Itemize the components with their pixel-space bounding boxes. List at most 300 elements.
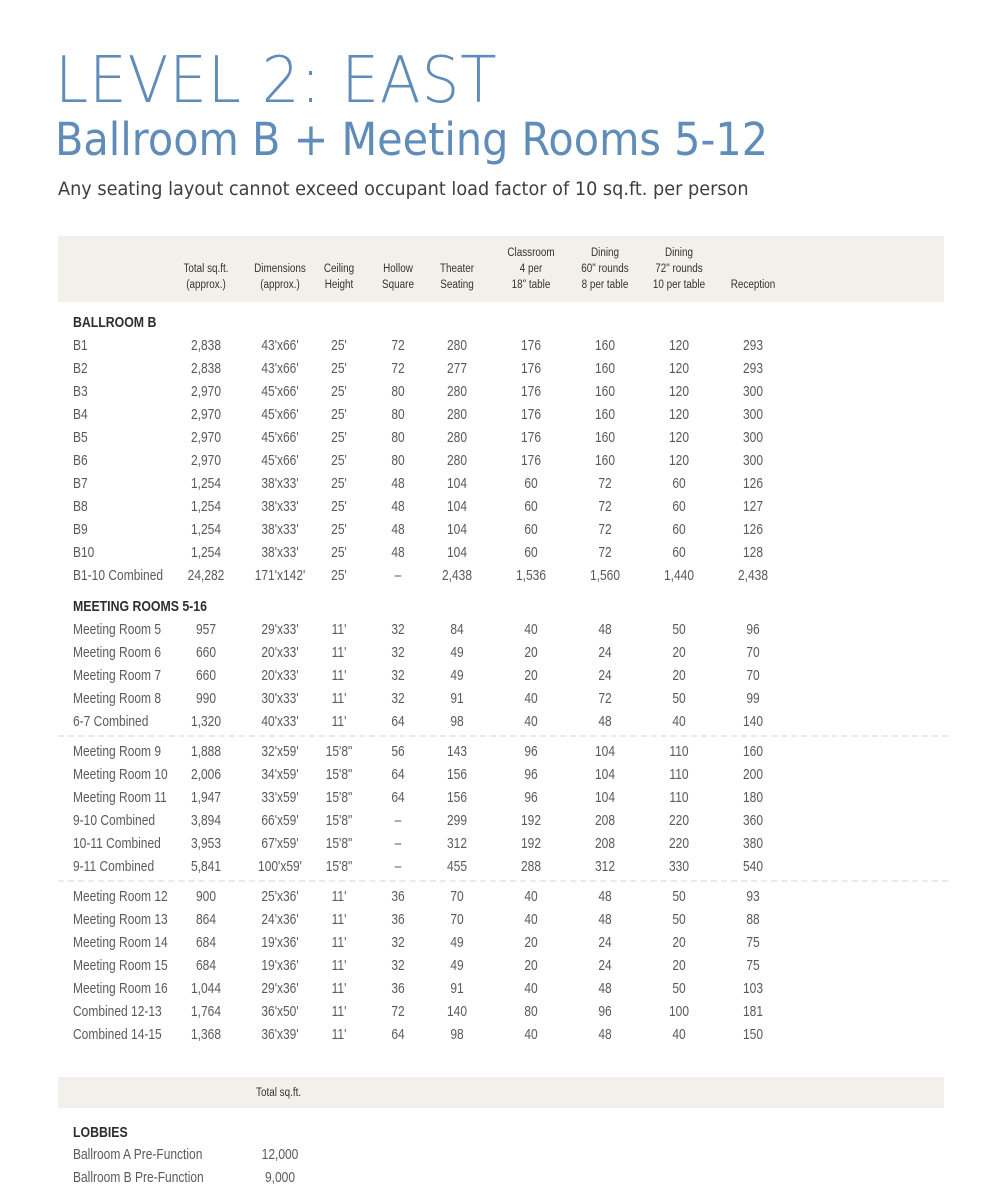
header-classroom [507, 245, 554, 293]
cell-lobby-sqft: 9,000 [264, 1169, 296, 1186]
cell-dimensions: 25'x36' [261, 888, 299, 905]
cell-theater: 280 [446, 429, 468, 446]
cell-hollow-square: 48 [391, 521, 405, 538]
table-row [0, 543, 1003, 566]
cell-hollow-square: 64 [391, 1026, 405, 1043]
cell-room-name: B1 [73, 337, 88, 354]
cell-dimensions: 43'x66' [261, 337, 299, 354]
cell-classroom: 96 [524, 766, 538, 783]
cell-room-name: Meeting Room 15 [73, 957, 168, 974]
cell-dimensions: 32'x59' [261, 743, 299, 760]
cell-classroom: 60 [524, 498, 538, 515]
cell-theater: 140 [446, 1003, 468, 1020]
table-row [0, 811, 1003, 834]
table-row [0, 382, 1003, 405]
section-meeting-rooms: MEETING ROOMS 5-16 [73, 598, 207, 615]
row-divider [58, 880, 948, 882]
cell-total-sqft: 1,254 [190, 521, 222, 538]
cell-reception: 70 [746, 644, 760, 661]
cell-dining-60: 160 [594, 429, 616, 446]
cell-ceiling-height: 25' [331, 383, 347, 400]
cell-total-sqft: 5,841 [190, 858, 222, 875]
cell-hollow-square: 80 [391, 406, 405, 423]
cell-classroom: 60 [524, 544, 538, 561]
cell-classroom: 40 [524, 911, 538, 928]
header-line: 10 per table [652, 279, 706, 291]
cell-reception: 293 [742, 360, 764, 377]
header-line: Seating [440, 279, 474, 291]
cell-reception: 160 [742, 743, 764, 760]
cell-dining-72: 40 [672, 713, 686, 730]
row-divider [58, 735, 948, 737]
cell-classroom: 176 [520, 452, 542, 469]
cell-classroom: 176 [520, 337, 542, 354]
cell-dining-72: 120 [668, 383, 690, 400]
cell-hollow-square: 32 [391, 934, 405, 951]
cell-hollow-square: 64 [391, 789, 405, 806]
table-row [0, 1025, 1003, 1048]
cell-classroom: 176 [520, 360, 542, 377]
cell-ceiling-height: 25' [331, 544, 347, 561]
cell-classroom: 40 [524, 713, 538, 730]
cell-ceiling-height: 25' [331, 452, 347, 469]
cell-theater: 84 [450, 621, 464, 638]
cell-dining-72: 60 [672, 475, 686, 492]
cell-hollow-square: 80 [391, 429, 405, 446]
cell-ceiling-height: 11' [331, 667, 347, 684]
cell-theater: 280 [446, 383, 468, 400]
cell-dimensions: 20'x33' [261, 644, 299, 661]
cell-dining-60: 104 [594, 743, 616, 760]
cell-room-name: 6-7 Combined [73, 713, 149, 730]
header-line: Total sq.ft. [183, 263, 229, 275]
cell-ceiling-height: 25' [331, 337, 347, 354]
cell-hollow-square: 56 [391, 743, 405, 760]
cell-dimensions: 45'x66' [261, 383, 299, 400]
cell-hollow-square: 48 [391, 498, 405, 515]
cell-room-name: Meeting Room 16 [73, 980, 168, 997]
cell-dimensions: 38'x33' [261, 475, 299, 492]
cell-reception: 126 [742, 475, 764, 492]
header-total-sqft [183, 261, 228, 293]
cell-dining-60: 160 [594, 383, 616, 400]
cell-total-sqft: 1,254 [190, 544, 222, 561]
cell-dining-60: 48 [598, 713, 612, 730]
cell-theater: 2,438 [441, 567, 473, 584]
cell-total-sqft: 1,254 [190, 475, 222, 492]
header-dining-60 [581, 245, 629, 293]
cell-room-name: Meeting Room 5 [73, 621, 162, 638]
cell-dining-72: 20 [672, 957, 686, 974]
cell-total-sqft: 864 [195, 911, 217, 928]
cell-dimensions: 36'x50' [261, 1003, 299, 1020]
cell-reception: 300 [742, 429, 764, 446]
cell-dimensions: 66'x59' [261, 812, 299, 829]
cell-classroom: 20 [524, 644, 538, 661]
cell-reception: 2,438 [737, 567, 769, 584]
cell-dining-72: 60 [672, 498, 686, 515]
lobby-header-band [58, 1077, 944, 1108]
cell-ceiling-height: 25' [331, 475, 347, 492]
table-row [0, 712, 1003, 735]
header-line: Theater [439, 263, 475, 275]
cell-total-sqft: 1,947 [190, 789, 222, 806]
cell-theater: 49 [450, 667, 464, 684]
cell-reception: 127 [742, 498, 764, 515]
occupancy-note: Any seating layout cannot exceed occupant load factor of 10 sq.ft. per person [58, 178, 749, 200]
cell-ceiling-height: 25' [331, 406, 347, 423]
cell-ceiling-height: 11' [331, 957, 347, 974]
cell-total-sqft: 2,970 [190, 452, 222, 469]
cell-dining-60: 312 [594, 858, 616, 875]
table-row [0, 742, 1003, 765]
cell-hollow-square: 64 [391, 713, 405, 730]
cell-ceiling-height: 15'8" [325, 789, 353, 806]
cell-lobby-sqft: 12,000 [261, 1146, 299, 1163]
cell-theater: 70 [450, 888, 464, 905]
header-line: 8 per table [581, 279, 629, 291]
cell-room-name: B2 [73, 360, 88, 377]
cell-dimensions: 29'x36' [261, 980, 299, 997]
cell-room-name: 9-10 Combined [73, 812, 156, 829]
cell-dining-72: 20 [672, 644, 686, 661]
cell-dimensions: 43'x66' [261, 360, 299, 377]
cell-reception: 200 [742, 766, 764, 783]
cell-dining-72: 220 [668, 835, 690, 852]
cell-dining-72: 50 [672, 888, 686, 905]
cell-lobby-name: Ballroom A Pre-Function [73, 1146, 203, 1163]
table-row [0, 834, 1003, 857]
header-line: (approx.) [260, 279, 300, 291]
cell-dining-72: 50 [672, 911, 686, 928]
cell-dimensions: 19'x36' [261, 957, 299, 974]
table-row [0, 910, 1003, 933]
cell-dining-72: 120 [668, 429, 690, 446]
cell-theater: 156 [446, 766, 468, 783]
header-line: Dining [590, 247, 620, 259]
header-line: Reception [730, 279, 776, 291]
cell-reception: 300 [742, 383, 764, 400]
cell-theater: 104 [446, 475, 468, 492]
cell-total-sqft: 900 [195, 888, 217, 905]
cell-classroom: 176 [520, 383, 542, 400]
cell-lobby-name: Ballroom B Pre-Function [73, 1169, 204, 1186]
cell-dining-60: 48 [598, 911, 612, 928]
cell-theater: 312 [446, 835, 468, 852]
cell-hollow-square: 36 [391, 980, 405, 997]
cell-dimensions: 34'x59' [261, 766, 299, 783]
cell-theater: 280 [446, 452, 468, 469]
cell-hollow-square: – [394, 567, 402, 584]
cell-reception: 300 [742, 452, 764, 469]
cell-ceiling-height: 15'8" [325, 858, 353, 875]
cell-room-name: Meeting Room 7 [73, 667, 162, 684]
table-row [0, 689, 1003, 712]
cell-dining-60: 24 [598, 644, 612, 661]
cell-classroom: 40 [524, 980, 538, 997]
cell-classroom: 288 [520, 858, 542, 875]
cell-room-name: B9 [73, 521, 88, 538]
cell-reception: 99 [746, 690, 760, 707]
cell-dining-72: 100 [668, 1003, 690, 1020]
cell-reception: 293 [742, 337, 764, 354]
cell-dining-72: 60 [672, 521, 686, 538]
cell-theater: 280 [446, 337, 468, 354]
cell-hollow-square: 32 [391, 667, 405, 684]
cell-ceiling-height: 11' [331, 1026, 347, 1043]
cell-classroom: 1,536 [515, 567, 547, 584]
cell-dining-72: 120 [668, 360, 690, 377]
cell-total-sqft: 1,368 [190, 1026, 222, 1043]
cell-dining-72: 50 [672, 690, 686, 707]
header-theater-seating [440, 261, 474, 293]
cell-reception: 93 [746, 888, 760, 905]
cell-ceiling-height: 15'8" [325, 835, 353, 852]
cell-classroom: 60 [524, 475, 538, 492]
cell-theater: 104 [446, 521, 468, 538]
table-row [0, 620, 1003, 643]
cell-total-sqft: 2,006 [190, 766, 222, 783]
cell-total-sqft: 3,953 [190, 835, 222, 852]
cell-room-name: B6 [73, 452, 88, 469]
cell-total-sqft: 2,970 [190, 383, 222, 400]
cell-classroom: 40 [524, 1026, 538, 1043]
cell-reception: 360 [742, 812, 764, 829]
cell-hollow-square: 72 [391, 360, 405, 377]
cell-classroom: 192 [520, 835, 542, 852]
cell-theater: 277 [446, 360, 468, 377]
cell-theater: 104 [446, 544, 468, 561]
cell-dining-60: 24 [598, 667, 612, 684]
cell-theater: 91 [450, 980, 464, 997]
header-line: 60" rounds [581, 263, 629, 275]
cell-hollow-square: 72 [391, 1003, 405, 1020]
cell-theater: 91 [450, 690, 464, 707]
cell-classroom: 192 [520, 812, 542, 829]
cell-theater: 143 [446, 743, 468, 760]
cell-dining-72: 1,440 [663, 567, 695, 584]
cell-dining-72: 110 [669, 743, 689, 760]
cell-reception: 140 [742, 713, 764, 730]
cell-room-name: B7 [73, 475, 88, 492]
cell-classroom: 20 [524, 667, 538, 684]
header-line: Dining [664, 247, 694, 259]
cell-hollow-square: – [394, 858, 402, 875]
cell-dimensions: 20'x33' [261, 667, 299, 684]
cell-classroom: 20 [524, 957, 538, 974]
cell-ceiling-height: 11' [331, 1003, 347, 1020]
cell-dining-60: 160 [594, 452, 616, 469]
cell-hollow-square: 80 [391, 452, 405, 469]
cell-room-name: B3 [73, 383, 88, 400]
cell-classroom: 60 [524, 521, 538, 538]
cell-hollow-square: 36 [391, 888, 405, 905]
cell-dimensions: 38'x33' [261, 544, 299, 561]
cell-dining-60: 208 [594, 835, 616, 852]
cell-total-sqft: 660 [195, 667, 217, 684]
cell-reception: 380 [742, 835, 764, 852]
cell-dining-60: 48 [598, 1026, 612, 1043]
header-dimensions [254, 261, 306, 293]
cell-dimensions: 67'x59' [261, 835, 299, 852]
cell-total-sqft: 2,970 [190, 429, 222, 446]
header-line: 18" table [511, 279, 551, 291]
table-row [0, 566, 1003, 589]
cell-dining-60: 24 [598, 934, 612, 951]
table-row [0, 451, 1003, 474]
cell-hollow-square: 72 [391, 337, 405, 354]
cell-dimensions: 45'x66' [261, 429, 299, 446]
cell-total-sqft: 1,320 [190, 713, 222, 730]
cell-dining-72: 40 [672, 1026, 686, 1043]
cell-ceiling-height: 25' [331, 498, 347, 515]
header-line: 4 per [519, 263, 543, 275]
cell-ceiling-height: 25' [331, 567, 347, 584]
cell-dining-60: 96 [598, 1003, 612, 1020]
table-row [0, 887, 1003, 910]
cell-dining-60: 160 [594, 406, 616, 423]
cell-total-sqft: 990 [195, 690, 217, 707]
cell-dining-60: 72 [598, 521, 612, 538]
cell-reception: 75 [746, 957, 760, 974]
cell-reception: 88 [746, 911, 760, 928]
table-row [0, 520, 1003, 543]
table-row [0, 979, 1003, 1002]
cell-dining-72: 330 [668, 858, 690, 875]
cell-total-sqft: 1,888 [190, 743, 222, 760]
cell-classroom: 20 [524, 934, 538, 951]
cell-classroom: 96 [524, 789, 538, 806]
cell-dining-72: 220 [668, 812, 690, 829]
header-line: Height [324, 279, 354, 291]
cell-ceiling-height: 25' [331, 521, 347, 538]
cell-dining-60: 72 [598, 544, 612, 561]
cell-room-name: 10-11 Combined [73, 835, 161, 852]
cell-dining-72: 120 [668, 452, 690, 469]
cell-classroom: 176 [520, 429, 542, 446]
cell-reception: 96 [746, 621, 760, 638]
cell-theater: 280 [446, 406, 468, 423]
cell-hollow-square: 32 [391, 957, 405, 974]
cell-hollow-square: 36 [391, 911, 405, 928]
table-row [0, 336, 1003, 359]
cell-dining-60: 48 [598, 980, 612, 997]
cell-classroom: 40 [524, 621, 538, 638]
header-hollow-square [382, 261, 414, 293]
cell-hollow-square: 64 [391, 766, 405, 783]
cell-total-sqft: 1,254 [190, 498, 222, 515]
header-ceiling-height [324, 261, 354, 293]
cell-dining-72: 120 [668, 406, 690, 423]
table-row [0, 497, 1003, 520]
header-line: 72" rounds [655, 263, 703, 275]
cell-room-name: Combined 12-13 [73, 1003, 162, 1020]
cell-dining-60: 48 [598, 621, 612, 638]
cell-ceiling-height: 11' [331, 621, 347, 638]
cell-reception: 70 [746, 667, 760, 684]
cell-classroom: 80 [524, 1003, 538, 1020]
cell-classroom: 40 [524, 690, 538, 707]
cell-total-sqft: 660 [195, 644, 217, 661]
cell-hollow-square: – [394, 835, 402, 852]
cell-hollow-square: 48 [391, 544, 405, 561]
header-line: Dimensions [254, 263, 306, 275]
cell-room-name: B4 [73, 406, 88, 423]
cell-ceiling-height: 11' [331, 911, 347, 928]
cell-hollow-square: 80 [391, 383, 405, 400]
cell-hollow-square: 48 [391, 475, 405, 492]
cell-dining-60: 104 [594, 789, 616, 806]
header-reception [731, 277, 776, 293]
cell-dining-72: 50 [672, 980, 686, 997]
header-line: Classroom [507, 247, 555, 259]
table-row [0, 1002, 1003, 1025]
cell-room-name: Meeting Room 9 [73, 743, 162, 760]
cell-hollow-square: 32 [391, 690, 405, 707]
cell-dimensions: 38'x33' [261, 521, 299, 538]
cell-room-name: Meeting Room 14 [73, 934, 168, 951]
cell-hollow-square: 32 [391, 644, 405, 661]
cell-dimensions: 38'x33' [261, 498, 299, 515]
cell-theater: 98 [450, 713, 464, 730]
cell-reception: 103 [742, 980, 764, 997]
cell-theater: 49 [450, 934, 464, 951]
table-row [0, 956, 1003, 979]
cell-dining-60: 24 [598, 957, 612, 974]
cell-ceiling-height: 11' [331, 980, 347, 997]
cell-dimensions: 19'x36' [261, 934, 299, 951]
cell-theater: 98 [450, 1026, 464, 1043]
header-line: (approx.) [186, 279, 226, 291]
cell-total-sqft: 1,044 [190, 980, 222, 997]
table-row [0, 857, 1003, 880]
cell-total-sqft: 3,894 [190, 812, 222, 829]
cell-dining-72: 120 [668, 337, 690, 354]
cell-hollow-square: – [394, 812, 402, 829]
cell-room-name: Combined 14-15 [73, 1026, 162, 1043]
cell-classroom: 96 [524, 743, 538, 760]
cell-total-sqft: 2,838 [190, 337, 222, 354]
table-row [0, 359, 1003, 382]
header-line: Hollow [383, 263, 413, 275]
cell-dining-72: 50 [672, 621, 686, 638]
cell-classroom: 40 [524, 888, 538, 905]
cell-dining-72: 110 [669, 766, 689, 783]
cell-ceiling-height: 25' [331, 429, 347, 446]
cell-ceiling-height: 25' [331, 360, 347, 377]
cell-reception: 300 [742, 406, 764, 423]
cell-theater: 156 [446, 789, 468, 806]
cell-reception: 75 [746, 934, 760, 951]
cell-dining-72: 110 [669, 789, 689, 806]
page-title: LEVEL 2: EAST [55, 44, 498, 118]
cell-room-name: Meeting Room 11 [73, 789, 167, 806]
cell-dining-72: 60 [672, 544, 686, 561]
cell-ceiling-height: 15'8" [325, 766, 353, 783]
cell-dining-60: 104 [594, 766, 616, 783]
table-row [0, 933, 1003, 956]
cell-reception: 150 [742, 1026, 764, 1043]
table-row [0, 666, 1003, 689]
cell-dimensions: 24'x36' [261, 911, 299, 928]
cell-total-sqft: 684 [195, 957, 217, 974]
cell-dining-60: 208 [594, 812, 616, 829]
cell-theater: 49 [450, 644, 464, 661]
cell-total-sqft: 24,282 [187, 567, 225, 584]
cell-room-name: B5 [73, 429, 88, 446]
cell-reception: 126 [742, 521, 764, 538]
cell-dining-60: 160 [594, 337, 616, 354]
